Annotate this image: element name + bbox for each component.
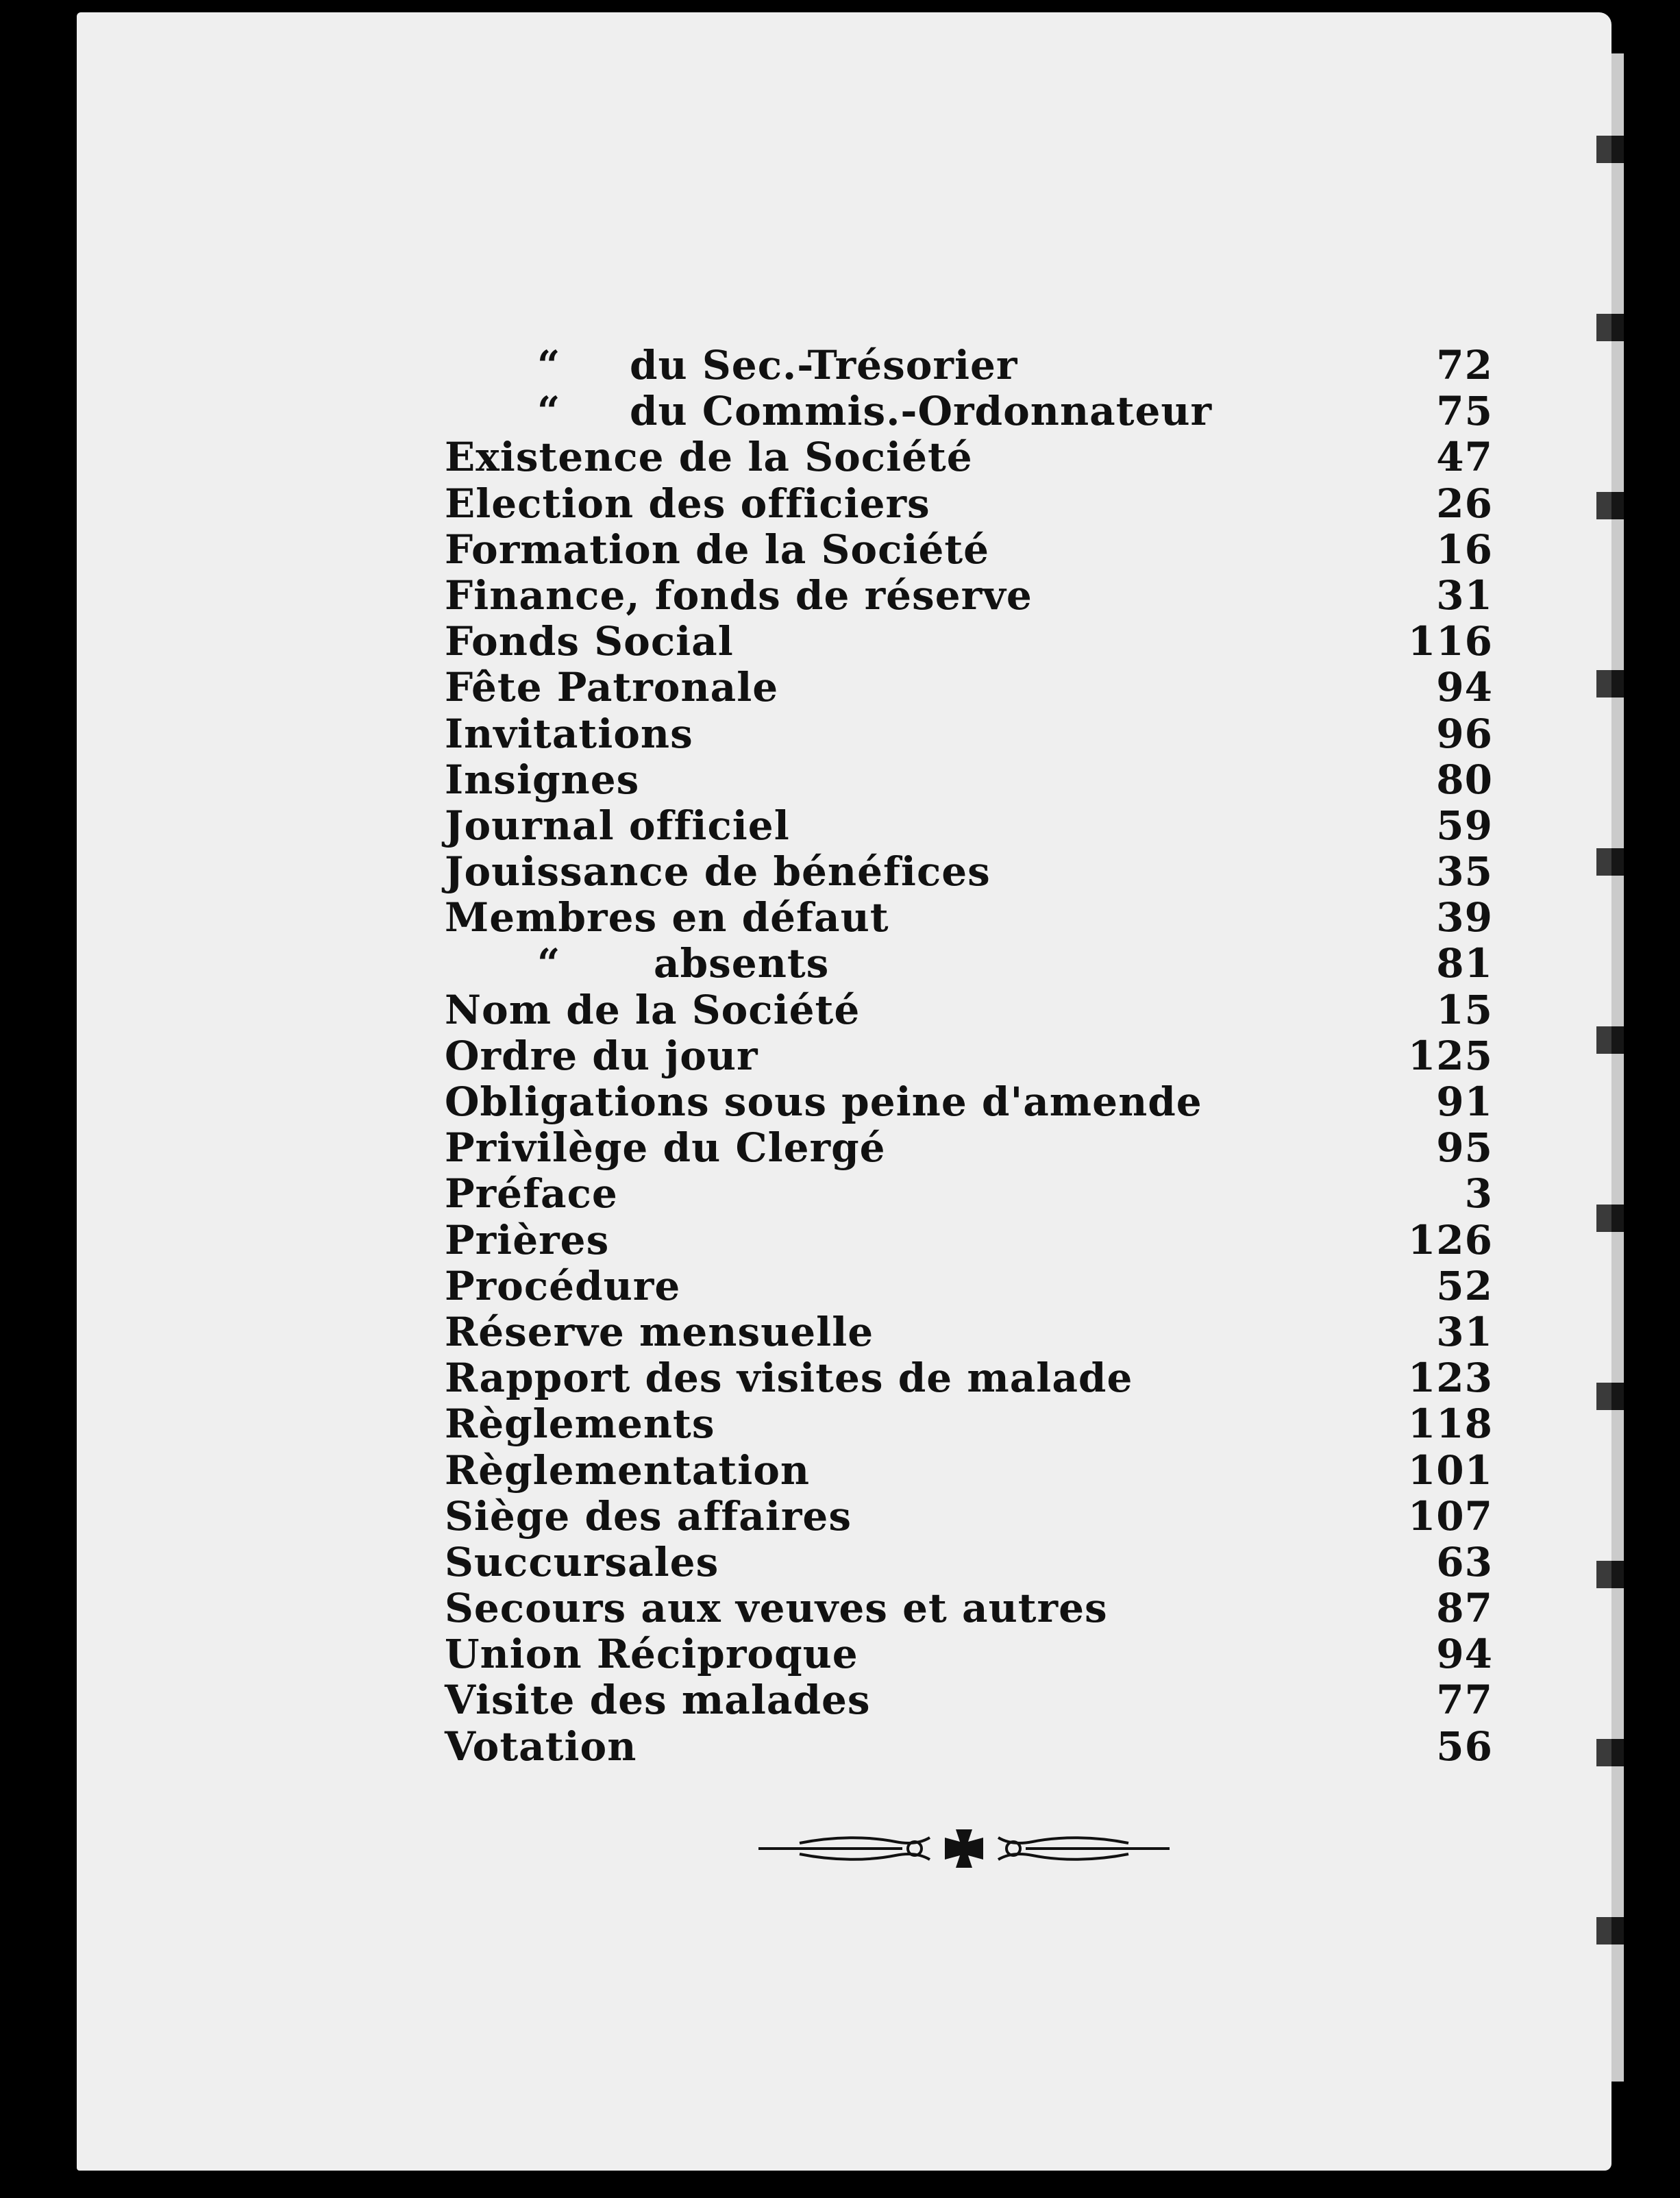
entry-label: Règlements (445, 1400, 715, 1448)
entry-label: Procédure (445, 1262, 681, 1309)
index-entry (445, 1171, 1493, 1217)
index-entry (445, 711, 1493, 757)
entry-label: du Sec.-Trésorier (630, 342, 1018, 388)
right-flourish (998, 1838, 1170, 1860)
index-entry (445, 1401, 1493, 1447)
index-entry (445, 388, 1493, 434)
entry-page-number: 16 (1436, 526, 1493, 573)
entry-label: Privilège du Clergé (445, 1124, 886, 1172)
index-entry (445, 757, 1493, 803)
entry-label: Règlementation (445, 1446, 811, 1494)
entry-label: Journal officiel (445, 802, 790, 849)
entry-label: Visite des malades (445, 1677, 871, 1724)
entry-label: Réserve mensuelle (445, 1308, 874, 1355)
entry-page-number: 118 (1407, 1400, 1493, 1448)
index-entry (445, 481, 1493, 527)
entry-page-number: 123 (1407, 1355, 1493, 1402)
entry-label: Existence de la Société (445, 434, 973, 481)
entry-label: Obligations sous peine d'amende (445, 1078, 1202, 1125)
index-entry (445, 1448, 1493, 1494)
index-entry (445, 619, 1493, 665)
index-entry (445, 1263, 1493, 1309)
cross-icon (945, 1829, 983, 1868)
entry-page-number: 101 (1407, 1446, 1493, 1494)
index-entry (445, 1585, 1493, 1631)
entry-page-number: 81 (1436, 940, 1493, 987)
index-entry (445, 1494, 1493, 1540)
entry-page-number: 94 (1436, 1631, 1493, 1678)
entry-page-number: 35 (1436, 848, 1493, 896)
ditto-mark: “ (537, 940, 561, 987)
index-entry (445, 803, 1493, 849)
entry-label: Succursales (445, 1538, 719, 1585)
entry-label: Votation (445, 1722, 637, 1770)
index-entry (445, 573, 1493, 619)
index-entry (445, 849, 1493, 895)
entry-page-number: 116 (1407, 618, 1493, 665)
entry-page-number: 126 (1407, 1216, 1493, 1263)
entry-page-number: 3 (1464, 1170, 1493, 1218)
entry-page-number: 52 (1436, 1262, 1493, 1309)
entry-label: Membres en défaut (445, 894, 889, 941)
entry-label: Invitations (445, 710, 693, 757)
ditto-mark: “ (537, 342, 561, 388)
entry-label: Union Réciproque (445, 1631, 858, 1678)
index-entry (445, 1309, 1493, 1355)
entry-page-number: 72 (1436, 342, 1493, 388)
entry-page-number: 56 (1436, 1722, 1493, 1770)
entry-page-number: 95 (1436, 1124, 1493, 1172)
left-flourish (758, 1838, 930, 1860)
entry-label: Siège des affaires (445, 1492, 852, 1540)
index-entry (445, 895, 1493, 941)
ditto-mark: “ (537, 388, 561, 435)
entry-page-number: 77 (1436, 1677, 1493, 1724)
index-entry (445, 1033, 1493, 1079)
entry-page-number: 15 (1436, 986, 1493, 1033)
index-entry (445, 527, 1493, 573)
entry-label: Nom de la Société (445, 986, 861, 1033)
index-entry (445, 1355, 1493, 1401)
entry-label: Insignes (445, 756, 640, 803)
entry-label: du Commis.-Ordonnateur (630, 388, 1213, 435)
entry-page-number: 63 (1436, 1538, 1493, 1585)
index-list (445, 343, 1493, 1770)
index-entry (445, 987, 1493, 1033)
index-entry (445, 434, 1493, 480)
entry-label: Formation de la Société (445, 526, 990, 573)
entry-label: Jouissance de bénéfices (445, 848, 991, 896)
index-entry (445, 343, 1493, 388)
index-entry (445, 941, 1493, 987)
entry-label: Finance, fonds de réserve (445, 571, 1033, 619)
entry-label: absents (654, 940, 830, 987)
index-entry (445, 1540, 1493, 1585)
entry-page-number: 107 (1407, 1492, 1493, 1540)
entry-page-number: 87 (1436, 1585, 1493, 1632)
entry-label: Rapport des visites de malade (445, 1355, 1133, 1402)
book-page (77, 12, 1611, 2171)
entry-page-number: 31 (1436, 571, 1493, 619)
entry-page-number: 31 (1436, 1308, 1493, 1355)
entry-page-number: 91 (1436, 1078, 1493, 1125)
index-entry (445, 1079, 1493, 1125)
index-entry (445, 1218, 1493, 1263)
entry-label: Ordre du jour (445, 1032, 758, 1079)
ornament-divider (758, 1823, 1170, 1870)
index-entry (445, 1724, 1493, 1770)
entry-label: Fête Patronale (445, 664, 779, 711)
entry-page-number: 47 (1436, 434, 1493, 481)
entry-page-number: 59 (1436, 802, 1493, 849)
entry-page-number: 26 (1436, 480, 1493, 527)
entry-label: Secours aux veuves et autres (445, 1585, 1108, 1632)
index-entry (445, 665, 1493, 711)
entry-page-number: 39 (1436, 894, 1493, 941)
entry-page-number: 125 (1407, 1032, 1493, 1079)
entry-label: Prières (445, 1216, 610, 1263)
entry-page-number: 96 (1436, 710, 1493, 757)
index-entry (445, 1677, 1493, 1723)
entry-page-number: 80 (1436, 756, 1493, 803)
index-entry (445, 1125, 1493, 1171)
entry-label: Election des officiers (445, 480, 930, 527)
index-entry (445, 1631, 1493, 1677)
entry-label: Préface (445, 1170, 618, 1218)
entry-page-number: 75 (1436, 388, 1493, 435)
entry-page-number: 94 (1436, 664, 1493, 711)
entry-label: Fonds Social (445, 618, 734, 665)
